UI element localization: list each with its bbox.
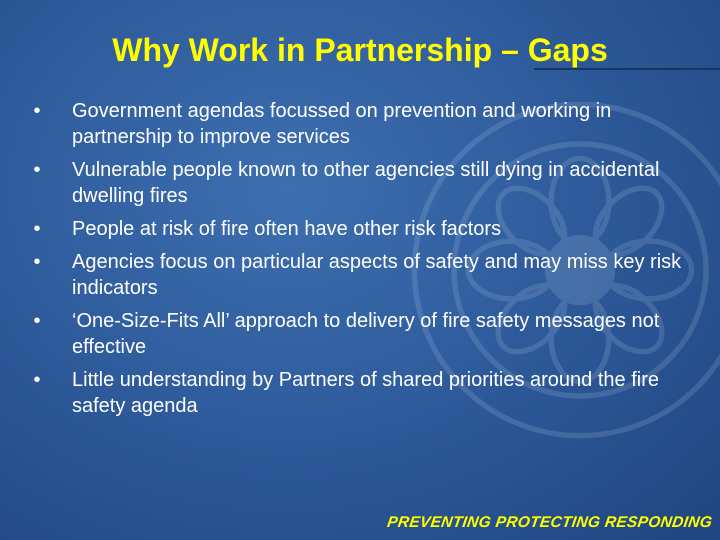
bullet-item: [30, 249, 690, 301]
slide-title: Why Work in Partnership – Gaps: [112, 32, 608, 68]
bullet-item: [30, 308, 690, 360]
title-underline-rule: [534, 68, 720, 70]
bullet-icon: •: [33, 159, 41, 181]
bullet-icon: •: [33, 218, 41, 240]
bullet-text: Little understanding by Partners of shared priorities around the fire safety agenda: [72, 369, 660, 417]
bullet-icon: •: [33, 369, 41, 391]
bullet-text: Agencies focus on particular aspects of safety and may miss key risk indicators: [72, 251, 682, 299]
bullet-item: [30, 216, 690, 242]
bullet-icon: •: [33, 100, 41, 122]
bullet-icon: •: [33, 310, 41, 332]
bullet-item: [30, 98, 690, 150]
bullet-icon: •: [33, 251, 41, 273]
footer-banner: PREVENTING PROTECTING RESPONDING: [386, 514, 714, 531]
bullet-item: [30, 157, 690, 209]
bullet-text: ‘One-Size-Fits All’ approach to delivery of fire safety messages not effective: [72, 310, 660, 358]
bullet-item: [30, 367, 690, 419]
bullet-text: Vulnerable people known to other agencies still dying in accidental dwelling fires: [72, 159, 660, 207]
bullet-text: Government agendas focussed on prevention and working in partnership to improve services: [72, 100, 612, 148]
bullet-text: People at risk of fire often have other risk factors: [72, 218, 502, 240]
bullet-list: [30, 98, 690, 426]
